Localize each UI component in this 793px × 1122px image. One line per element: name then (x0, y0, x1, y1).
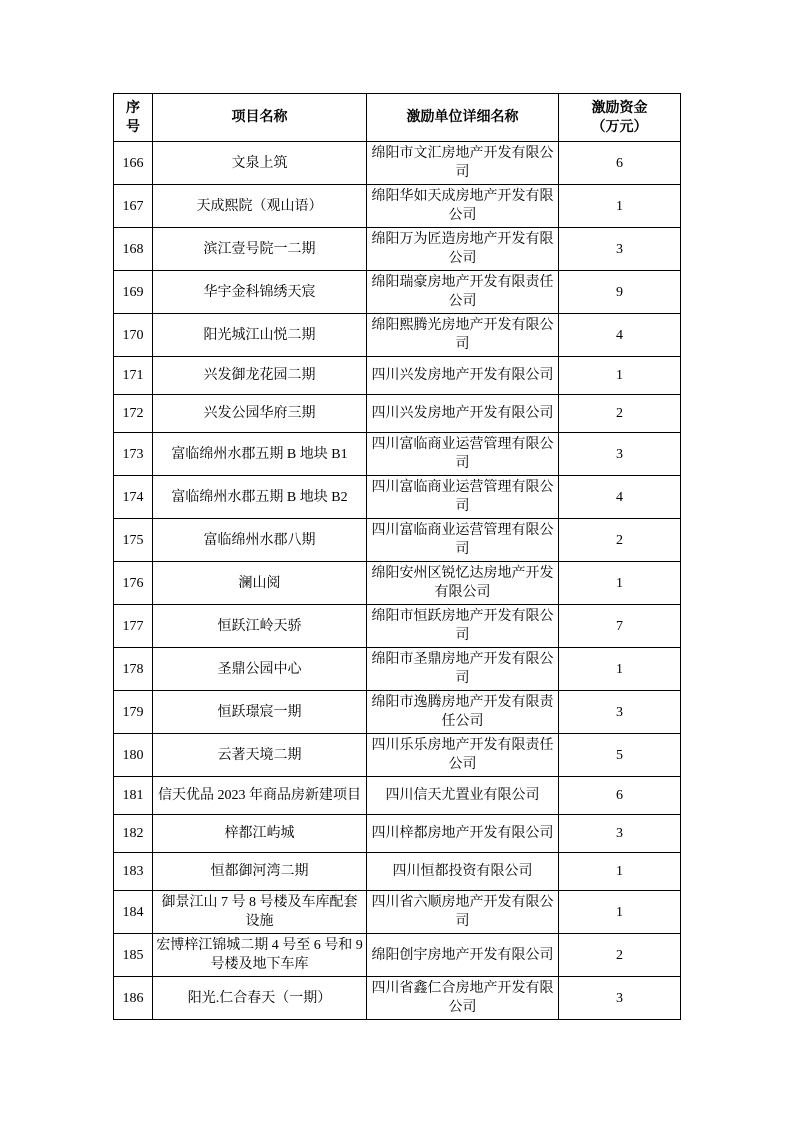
cell-no: 172 (114, 395, 153, 433)
cell-project-name: 华宇金科锦绣天宸 (153, 271, 367, 314)
cell-amount: 2 (559, 519, 681, 562)
cell-amount: 4 (559, 314, 681, 357)
cell-company-name: 绵阳创宇房地产开发有限公司 (367, 934, 559, 977)
col-header-project-line1: 项目名称 (231, 110, 288, 125)
cell-no: 173 (114, 433, 153, 476)
cell-project-name: 云著天境二期 (153, 734, 367, 777)
cell-company-name: 绵阳市恒跃房地产开发有限公司 (367, 605, 559, 648)
cell-amount: 2 (559, 395, 681, 433)
cell-no: 182 (114, 815, 153, 853)
cell-no: 178 (114, 648, 153, 691)
cell-company-name: 绵阳万为匠造房地产开发有限公司 (367, 228, 559, 271)
cell-no: 183 (114, 853, 153, 891)
cell-company-name: 四川富临商业运营管理有限公司 (367, 476, 559, 519)
col-header-no-line1: 序 (126, 100, 140, 116)
table-row (114, 433, 681, 476)
cell-project-name: 天成熙院（观山语） (153, 185, 367, 228)
cell-company-name: 四川省鑫仁合房地产开发有限公司 (367, 977, 559, 1020)
cell-no: 169 (114, 271, 153, 314)
cell-company-name: 绵阳熙腾光房地产开发有限公司 (367, 314, 559, 357)
col-header-amount (559, 94, 681, 142)
cell-project-name: 恒跃江岭天骄 (153, 605, 367, 648)
table-row (114, 228, 681, 271)
cell-amount: 1 (559, 891, 681, 934)
cell-project-name: 兴发公园华府三期 (153, 395, 367, 433)
table-row (114, 977, 681, 1020)
cell-amount: 1 (559, 562, 681, 605)
cell-project-name: 圣鼎公园中心 (153, 648, 367, 691)
cell-project-name: 富临绵州水郡五期 B 地块 B1 (153, 433, 367, 476)
table-row (114, 271, 681, 314)
cell-company-name: 绵阳市文汇房地产开发有限公司 (367, 142, 559, 185)
cell-amount: 1 (559, 185, 681, 228)
col-header-company-line1: 激励单位详细名称 (406, 110, 519, 125)
table-header (114, 94, 681, 142)
cell-project-name: 宏博梓江锦城二期 4 号至 6 号和 9 号楼及地下车库 (153, 934, 367, 977)
cell-no: 174 (114, 476, 153, 519)
cell-amount: 4 (559, 476, 681, 519)
cell-no: 168 (114, 228, 153, 271)
cell-amount: 9 (559, 271, 681, 314)
cell-company-name: 绵阳华如天成房地产开发有限公司 (367, 185, 559, 228)
cell-amount: 1 (559, 648, 681, 691)
cell-amount: 7 (559, 605, 681, 648)
cell-project-name: 滨江壹号院一二期 (153, 228, 367, 271)
table-row (114, 734, 681, 777)
table-row (114, 777, 681, 815)
cell-project-name: 富临绵州水郡八期 (153, 519, 367, 562)
table-row (114, 142, 681, 185)
cell-company-name: 四川恒都投资有限公司 (367, 853, 559, 891)
table-row (114, 476, 681, 519)
table-row (114, 605, 681, 648)
cell-project-name: 御景江山 7 号 8 号楼及车库配套设施 (153, 891, 367, 934)
cell-company-name: 四川兴发房地产开发有限公司 (367, 357, 559, 395)
cell-amount: 2 (559, 934, 681, 977)
table-row (114, 185, 681, 228)
cell-company-name: 绵阳市逸腾房地产开发有限责任公司 (367, 691, 559, 734)
cell-company-name: 四川富临商业运营管理有限公司 (367, 519, 559, 562)
cell-project-name: 澜山阅 (153, 562, 367, 605)
col-header-company (367, 94, 559, 142)
cell-amount: 3 (559, 977, 681, 1020)
table-row (114, 648, 681, 691)
cell-project-name: 文泉上筑 (153, 142, 367, 185)
cell-project-name: 恒都御河湾二期 (153, 853, 367, 891)
cell-project-name: 恒跃璟宸一期 (153, 691, 367, 734)
cell-company-name: 四川信天尤置业有限公司 (367, 777, 559, 815)
table-row (114, 934, 681, 977)
cell-company-name: 四川省六顺房地产开发有限公司 (367, 891, 559, 934)
table-row (114, 395, 681, 433)
table-row (114, 562, 681, 605)
col-header-amount-line2: （万元） (591, 119, 648, 135)
cell-project-name: 兴发御龙花园二期 (153, 357, 367, 395)
table-header-row (114, 94, 681, 142)
col-header-no-line2: 号 (126, 119, 140, 135)
cell-amount: 3 (559, 691, 681, 734)
cell-project-name: 富临绵州水郡五期 B 地块 B2 (153, 476, 367, 519)
cell-amount: 3 (559, 433, 681, 476)
cell-company-name: 四川富临商业运营管理有限公司 (367, 433, 559, 476)
cell-no: 166 (114, 142, 153, 185)
cell-company-name: 绵阳市圣鼎房地产开发有限公司 (367, 648, 559, 691)
table-row (114, 314, 681, 357)
cell-amount: 6 (559, 142, 681, 185)
cell-no: 181 (114, 777, 153, 815)
cell-project-name: 梓都江屿城 (153, 815, 367, 853)
table-row (114, 357, 681, 395)
cell-company-name: 四川兴发房地产开发有限公司 (367, 395, 559, 433)
col-header-project (153, 94, 367, 142)
cell-no: 185 (114, 934, 153, 977)
cell-no: 184 (114, 891, 153, 934)
cell-project-name: 阳光.仁合春天（一期） (153, 977, 367, 1020)
cell-project-name: 阳光城江山悦二期 (153, 314, 367, 357)
cell-no: 177 (114, 605, 153, 648)
cell-company-name: 四川乐乐房地产开发有限责任公司 (367, 734, 559, 777)
cell-amount: 6 (559, 777, 681, 815)
cell-amount: 1 (559, 357, 681, 395)
cell-amount: 3 (559, 228, 681, 271)
cell-company-name: 绵阳安州区锐忆达房地产开发有限公司 (367, 562, 559, 605)
cell-no: 167 (114, 185, 153, 228)
cell-no: 171 (114, 357, 153, 395)
cell-no: 175 (114, 519, 153, 562)
cell-amount: 3 (559, 815, 681, 853)
cell-company-name: 绵阳瑞豪房地产开发有限责任公司 (367, 271, 559, 314)
table-row (114, 519, 681, 562)
cell-no: 170 (114, 314, 153, 357)
cell-no: 176 (114, 562, 153, 605)
cell-no: 186 (114, 977, 153, 1020)
cell-amount: 1 (559, 853, 681, 891)
cell-no: 179 (114, 691, 153, 734)
table-row (114, 815, 681, 853)
table-row (114, 891, 681, 934)
cell-amount: 5 (559, 734, 681, 777)
table-body (114, 142, 681, 1020)
cell-company-name: 四川梓都房地产开发有限公司 (367, 815, 559, 853)
cell-no: 180 (114, 734, 153, 777)
table-row (114, 853, 681, 891)
incentive-table (113, 93, 681, 1020)
table-row (114, 691, 681, 734)
col-header-no (114, 94, 153, 142)
col-header-amount-line1: 激励资金 (591, 100, 648, 116)
cell-project-name: 信天优品 2023 年商品房新建项目 (153, 777, 367, 815)
